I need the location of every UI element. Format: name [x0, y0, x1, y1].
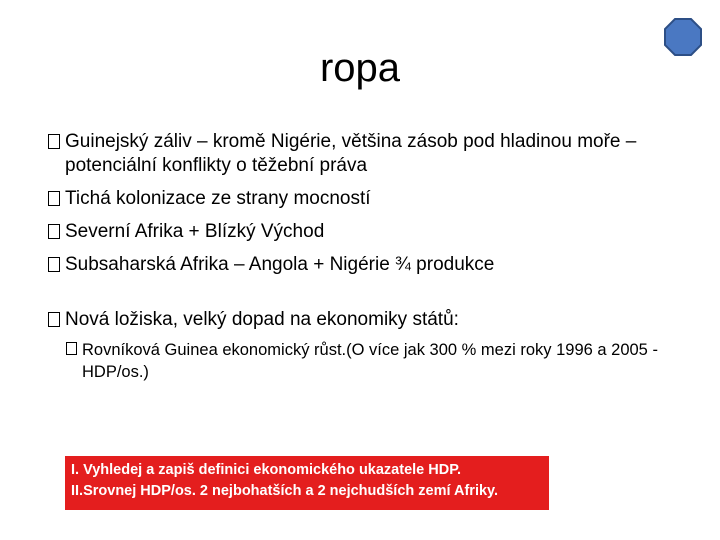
bullet-icon — [48, 134, 60, 149]
list-item-text: Subsaharská Afrika – Angola + Nigérie ¾ produkce — [65, 254, 495, 275]
list-item — [48, 308, 688, 332]
bullet-icon — [48, 224, 60, 239]
task-line-1: I. Vyhledej a zapiš definici ekonomického ukazatele HDP. — [71, 462, 462, 478]
list-item — [48, 253, 688, 277]
bullet-icon — [66, 342, 77, 355]
bullet-icon — [48, 257, 60, 272]
list-item — [48, 220, 688, 244]
list-item-text: Severní Afrika + Blízký Východ — [65, 221, 325, 242]
task-box — [65, 456, 549, 510]
list-item — [48, 130, 688, 178]
list-item — [48, 187, 688, 211]
task-line-2: II.Srovnej HDP/os. 2 nejbohatších a 2 nejchudších zemí Afriky. — [71, 483, 499, 499]
list-item-text: Guinejský záliv – kromě Nigérie, většina zásob pod hladinou moře – potenciální konflikty o těžební práva — [65, 131, 637, 176]
bullet-icon — [48, 191, 60, 206]
list-item-text: Nová ložiska, velký dopad na ekonomiky států: — [65, 309, 459, 330]
bullet-list — [48, 130, 688, 392]
list-item-text: Rovníková Guinea ekonomický růst.(O více jak 300 % mezi roky 1996 a 2005 - HDP/os.) — [82, 341, 658, 381]
list-item-text: Tichá kolonizace ze strany mocností — [65, 188, 371, 209]
bullet-icon — [48, 312, 60, 327]
sub-list-item — [66, 339, 688, 383]
slide-title: ropa — [319, 46, 401, 90]
